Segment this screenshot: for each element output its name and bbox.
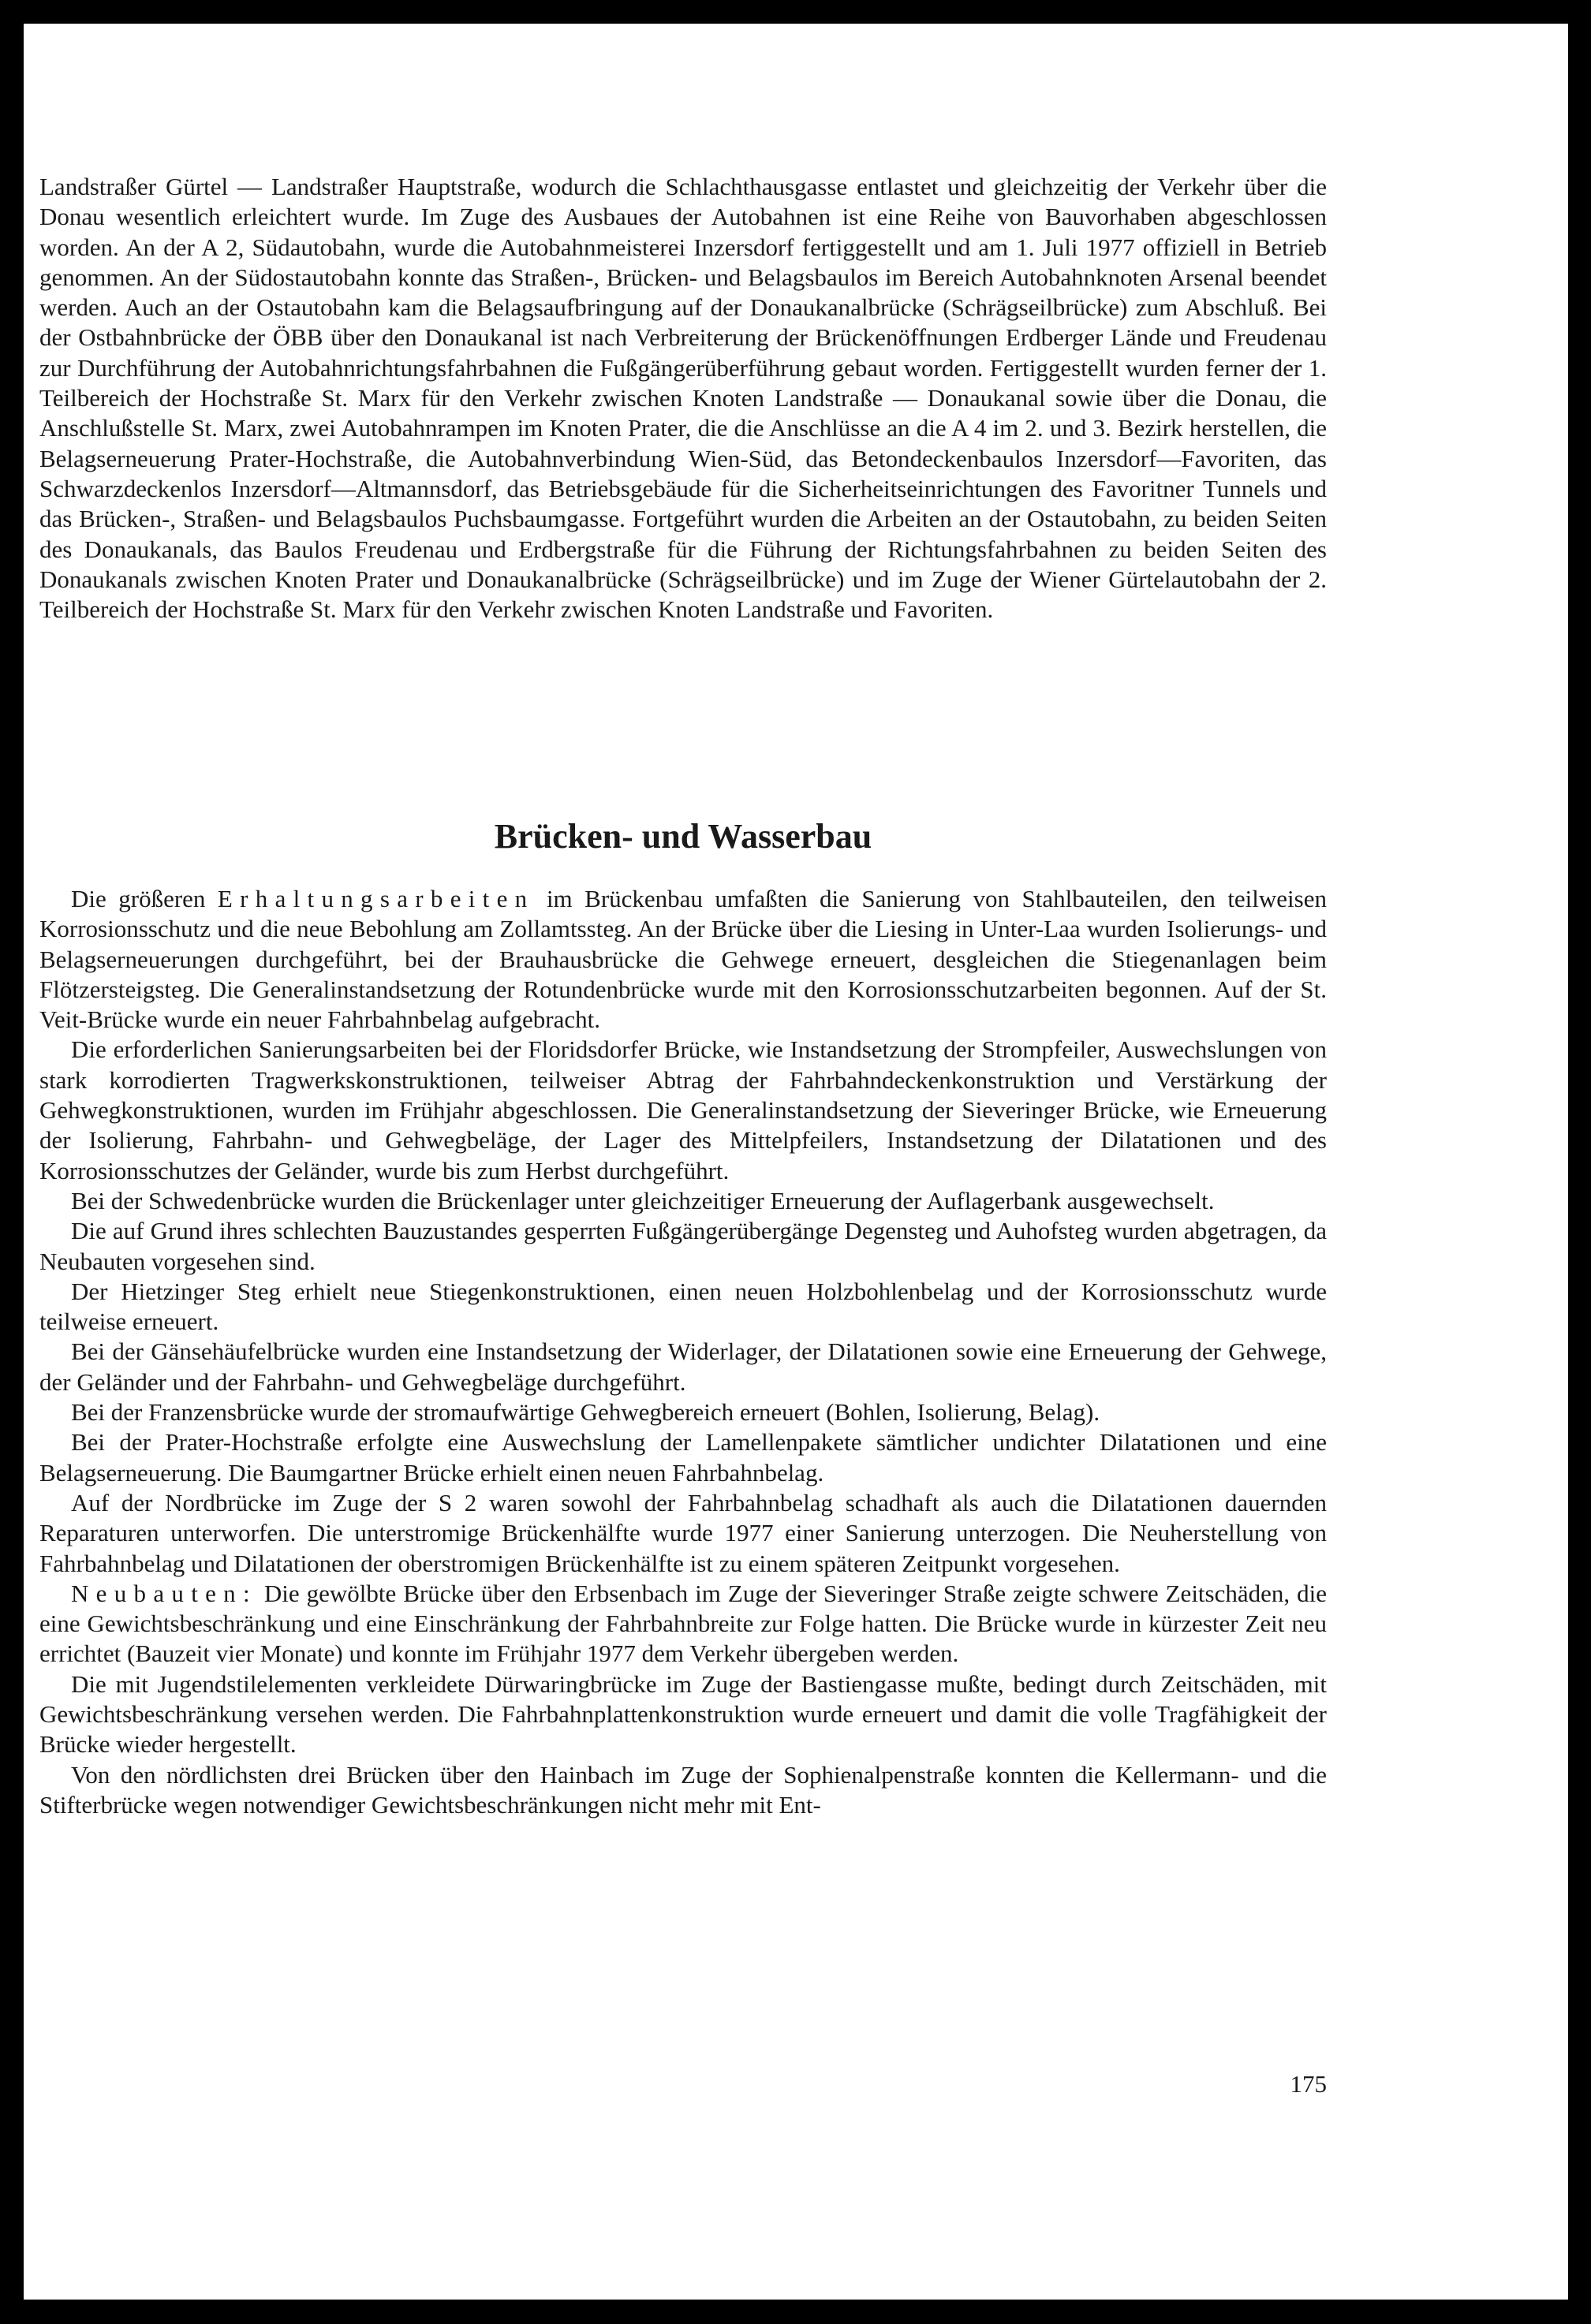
paragraph-10-body: Die gewölbte Brücke über den Erbsenbach im Zuge der Sieveringer Straße zeigte schwere Zeitschäden, die eine Gewichtsbeschränkung und eine Einschränkung der Fahrbahnbreite zur Folge hatten. Die Brücke wurde in kürzester Zeit neu errichtet (Bauzeit vier Monate) und konnte im Frühjahr 1977 dem Verkehr übergeben werden.	[39, 1579, 1327, 1668]
paragraph-8: Bei der Prater-Hochstraße erfolgte eine Auswechslung der Lamellenpakete sämtlicher undichter Dilatationen und eine Belagserneuerung. Die Baumgartner Brücke erhielt einen neuen Fahrbahnbelag.	[39, 1428, 1327, 1487]
document-page	[24, 24, 1568, 2300]
paragraph-10	[39, 1579, 1327, 1669]
paragraph-1-keyword: Erhaltungsarbeiten	[217, 885, 535, 912]
section-body	[39, 884, 1327, 1820]
paragraph-12: Von den nördlichsten drei Brücken über den Hainbach im Zuge der Sophienalpenstraße konnten die Kellermann- und die Stifterbrücke wegen notwendiger Gewichtsbeschränkungen nicht mehr mit Ent-	[39, 1760, 1327, 1819]
paragraph-6: Bei der Gänsehäufelbrücke wurden eine Instandsetzung der Widerlager, der Dilatationen sowie eine Erneuerung der Gehwege, der Geländer und der Fahrbahn- und Gehwegbeläge durchgeführt.	[39, 1337, 1327, 1396]
intro-text-block	[39, 172, 1327, 625]
paragraph-1-lead: Die größeren	[71, 885, 218, 912]
paragraph-9: Auf der Nordbrücke im Zuge der S 2 waren sowohl der Fahrbahnbelag schadhaft als auch die Dilatationen dauernden Reparaturen unterworfen. Die unterstromige Brückenhälfte wurde 1977 einer Sanierung unterzogen. Die Neuherstellung von Fahrbahnbelag und Dilatationen der oberstromigen Brückenhälfte ist zu einem späteren Zeitpunkt vorgesehen.	[39, 1488, 1327, 1577]
paragraph-3: Bei der Schwedenbrücke wurden die Brückenlager unter gleichzeitiger Erneuerung der Auflagerbank ausgewechselt.	[71, 1186, 1215, 1214]
paragraph-5: Der Hietzinger Steg erhielt neue Stiegenkonstruktionen, einen neuen Holzbohlenbelag und der Korrosionsschutz wurde teilweise erneuert.	[39, 1277, 1327, 1336]
intro-paragraph: Landstraßer Gürtel — Landstraßer Hauptstraße, wodurch die Schlachthausgasse entlastet und gleichzeitig der Verkehr über die Donau wesentlich erleichtert wurde. Im Zuge des Ausbaues der Autobahnen ist eine Reihe von Bauvorhaben abgeschlossen worden. An der A 2, Südautobahn, wurde die Autobahnmeisterei Inzersdorf fertiggestellt und am 1. Juli 1977 offiziell in Betrieb genommen. An der Südostautobahn konnte das Straßen-, Brücken- und Belagsbaulos im Bereich Autobahnknoten Arsenal beendet werden. Auch an der Ostautobahn kam die Belagsaufbringung auf der Donaukanalbrücke (Schrägseilbrücke) zum Abschluß. Bei der Ostbahnbrücke der ÖBB über den Donaukanal ist nach Verbreiterung der Brückenöffnungen Erdberger Lände und Freudenau zur Durchführung der Autobahnrichtungsfahrbahnen die Fußgängerüberführung gebaut worden. Fertiggestellt wurden ferner der 1. Teilbereich der Hochstraße St. Marx für den Verkehr zwischen Knoten Landstraße — Donaukanal sowie über die Donau, die Anschlußstelle St. Marx, zwei Autobahnrampen im Knoten Prater, die die Anschlüsse an die A 4 im 2. und 3. Bezirk herstellen, die Belagserneuerung Prater-Hochstraße, die Autobahnverbindung Wien-Süd, das Betondeckenbaulos Inzersdorf—Favoriten, das Schwarzdeckenlos Inzersdorf—Altmannsdorf, das Betriebsgebäude für die Sicherheitseinrichtungen des Favoritner Tunnels und das Brücken-, Straßen- und Belagsbaulos Puchsbaumgasse. Fortgeführt wurden die Arbeiten an der Ostautobahn, zu beiden Seiten des Donaukanals, das Baulos Freudenau und Erdbergstraße für die Führung der Richtungsfahrbahnen zu beiden Seiten des Donaukanals zwischen Knoten Prater und Donaukanalbrücke (Schrägseilbrücke) und im Zuge der Wiener Gürtelautobahn der 2. Teilbereich der Hochstraße St. Marx für den Verkehr zwischen Knoten Landstraße und Favoriten.	[39, 173, 1327, 624]
paragraph-10-keyword: Neubauten:	[71, 1579, 257, 1607]
paragraph-7: Bei der Franzensbrücke wurde der stromaufwärtige Gehwegbereich erneuert (Bohlen, Isolierung, Belag).	[71, 1398, 1100, 1427]
paragraph-2: Die erforderlichen Sanierungsarbeiten bei der Floridsdorfer Brücke, wie Instandsetzung der Strompfeiler, Auswechslungen von stark korrodierten Tragwerkskonstruktionen, teilweiser Abtrag der Fahrbahndeckenkonstruktion und Verstärkung der Gehwegkonstruktionen, wurden im Frühjahr abgeschlossen. Die Generalinstandsetzung der Sieveringer Brücke, wie Erneuerung der Isolierung, Fahrbahn- und Gehwegbeläge, der Lager des Mittelpfeilers, Instandsetzung der Dilatationen und des Korrosionsschutzes der Geländer, wurde bis zum Herbst durchgeführt.	[39, 1035, 1327, 1184]
page-number: 175	[1290, 2070, 1327, 2098]
section-title: Brücken- und Wasserbau	[494, 817, 872, 856]
paragraph-4: Die auf Grund ihres schlechten Bauzustandes gesperrten Fußgängerübergänge Degensteg und Auhofsteg wurden abgetragen, da Neubauten vorgesehen sind.	[39, 1217, 1327, 1275]
paragraph-1-body: im Brückenbau umfaßten die Sanierung von Stahlbauteilen, den teilweisen Korrosionsschutz und die neue Bebohlung am Zollamtssteg. An der Brücke über die Liesing in Unter-Laa wurden Isolierungs- und Belagserneuerungen durchgeführt, bei der Brauhausbrücke die Gehwege erneuert, desgleichen die Stiegenanlagen beim Flötzersteigsteg. Die Generalinstandsetzung der Rotundenbrücke wurde mit den Korrosionsschutzarbeiten begonnen. Auf der St. Veit-Brücke wurde ein neuer Fahrbahnbelag aufgebracht.	[39, 885, 1327, 1034]
paragraph-11: Die mit Jugendstilelementen verkleidete Dürwaringbrücke im Zuge der Bastiengasse mußte, bedingt durch Zeitschäden, mit Gewichtsbeschränkung versehen werden. Die Fahrbahnplattenkonstruktion wurde erneuert und damit die volle Tragfähigkeit der Brücke wieder hergestellt.	[39, 1669, 1327, 1759]
paragraph-1	[39, 884, 1327, 1035]
